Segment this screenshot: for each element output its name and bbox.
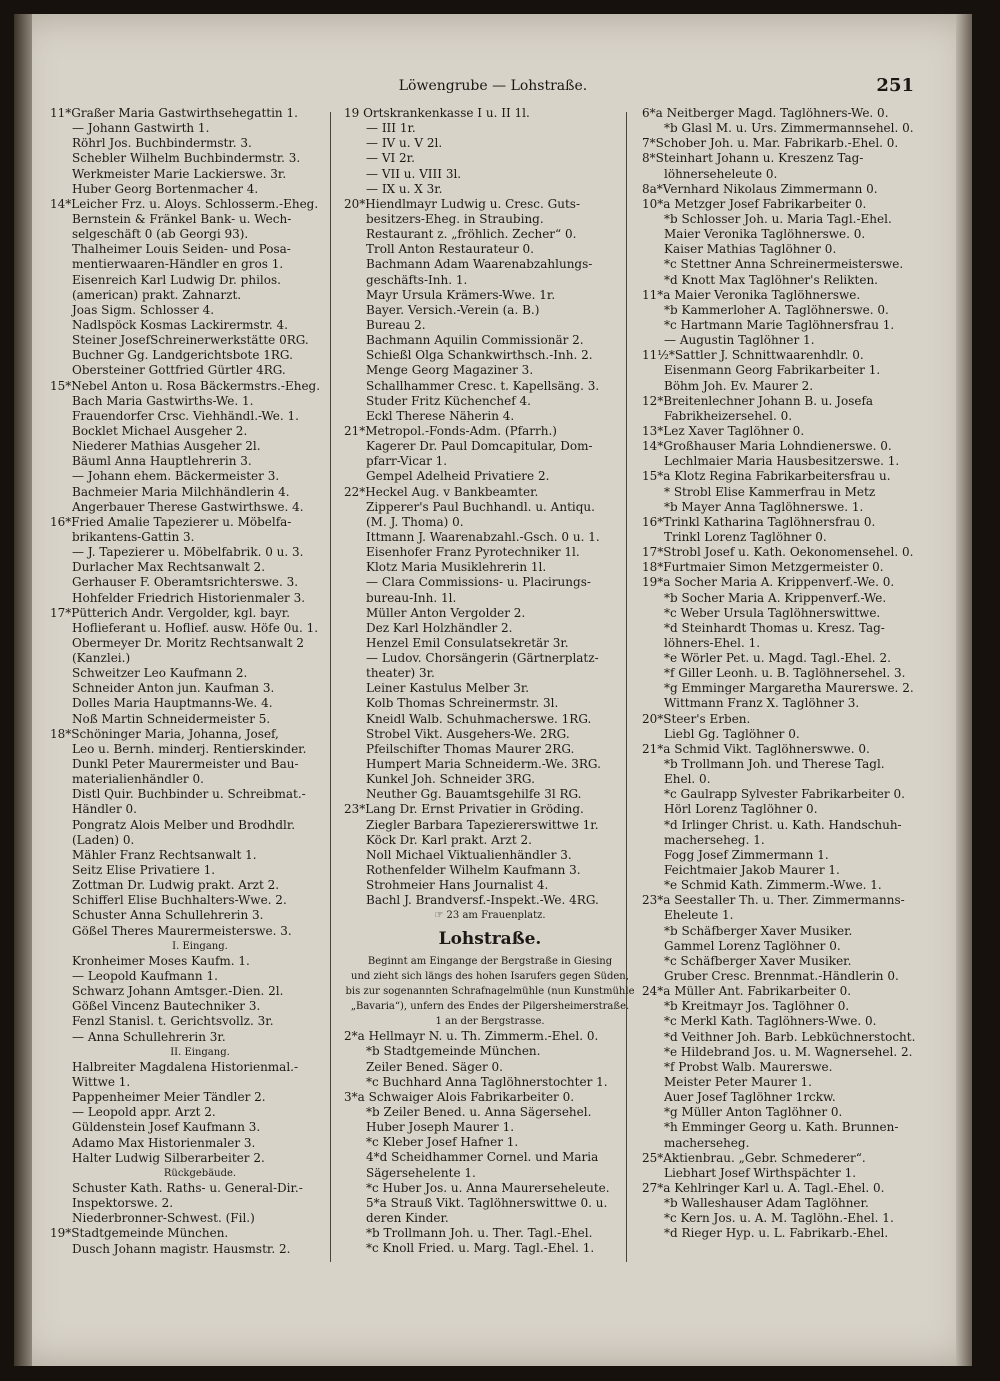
directory-entry: Fenzl Stanisl. t. Gerichtsvollz. 3r. bbox=[72, 1014, 274, 1029]
directory-entry: Distl Quir. Buchbinder u. Schreibmat.- bbox=[72, 787, 306, 802]
directory-entry: Dunkl Peter Maurermeister und Bau- bbox=[72, 757, 299, 772]
directory-entry: Ziegler Barbara Tapeziererswittwe 1r. bbox=[366, 817, 599, 832]
directory-entry: — Anna Schullehrerin 3r. bbox=[72, 1029, 226, 1044]
directory-entry: *d Irlinger Christ. u. Kath. Handschuh- bbox=[664, 817, 902, 832]
directory-entry: 19*a Socher Maria A. Krippenverf.-We. 0. bbox=[642, 575, 895, 590]
directory-entry: *b Trollmann Joh. u. Ther. Tagl.-Ehel. bbox=[366, 1226, 593, 1241]
directory-entry: (american) prakt. Zahnarzt. bbox=[72, 287, 242, 302]
directory-entry: Feichtmaier Jakob Maurer 1. bbox=[664, 863, 840, 878]
directory-entry: Schießl Olga Schankwirthsch.-Inh. 2. bbox=[366, 348, 593, 363]
directory-entry: Kagerer Dr. Paul Domcapitular, Dom- bbox=[366, 439, 593, 454]
directory-entry: Sägersehelente 1. bbox=[366, 1165, 476, 1180]
directory-entry: *d Knott Max Taglöhner's Relikten. bbox=[664, 272, 878, 287]
directory-entry: Steiner JosefSchreinerwerkstätte 0RG. bbox=[72, 333, 309, 348]
directory-entry: 27*a Kehlringer Karl u. A. Tagl.-Ehel. 0. bbox=[642, 1180, 885, 1195]
directory-entry: *c Hartmann Marie Taglöhnersfrau 1. bbox=[664, 317, 895, 332]
directory-column-1 bbox=[50, 106, 350, 1257]
directory-entry: Eisenmann Georg Fabrikarbeiter 1. bbox=[664, 363, 881, 378]
directory-entry: deren Kinder. bbox=[366, 1210, 449, 1225]
directory-entry: 24*a Müller Ant. Fabrikarbeiter 0. bbox=[642, 984, 852, 999]
directory-entry: Bayer. Versich.-Verein (a. B.) bbox=[366, 302, 540, 317]
directory-entry: *c Weber Ursula Taglöhnerswittwe. bbox=[664, 605, 881, 620]
directory-entry: löhnerseheleute 0. bbox=[664, 166, 778, 181]
directory-entry: — IX u. X 3r. bbox=[366, 181, 443, 196]
directory-entry: Halbreiter Magdalena Historienmal.- bbox=[72, 1059, 299, 1074]
directory-entry: 12*Breitenlechner Johann B. u. Josefa bbox=[642, 393, 874, 408]
directory-entry: machersehеg. 1. bbox=[664, 832, 765, 847]
directory-entry: Bernstein & Fränkel Bank- u. Wech- bbox=[72, 211, 292, 226]
section-heading: 1 an der Bergstrasse. bbox=[435, 1016, 545, 1028]
directory-entry: 8*Steinhart Johann u. Kreszenz Tag- bbox=[642, 151, 864, 166]
directory-entry: *c Knoll Fried. u. Marg. Tagl.-Ehel. 1. bbox=[366, 1241, 595, 1256]
directory-entry: Henzel Emil Consulatsekretär 3r. bbox=[366, 635, 569, 650]
directory-entry: *b Glasl M. u. Urs. Zimmermannsehel. 0. bbox=[664, 121, 914, 136]
directory-entry: Hoflieferant u. Hoflief. ausw. Höfe 0u. 1. bbox=[72, 620, 319, 635]
directory-entry: Pongratz Alois Melber und Brodhdlr. bbox=[72, 817, 296, 832]
directory-entry: Kolb Thomas Schreinermstr. 3l. bbox=[366, 696, 559, 711]
directory-entry: Dusch Johann magistr. Hausmstr. 2. bbox=[72, 1241, 291, 1256]
directory-entry: — VI 2r. bbox=[366, 151, 415, 166]
directory-entry: Thalheimer Louis Seiden- und Posa- bbox=[72, 242, 291, 257]
directory-entry: Güldenstein Josef Kaufmann 3. bbox=[72, 1120, 261, 1135]
directory-entry: Bachl J. Brandversf.-Inspekt.-We. 4RG. bbox=[366, 893, 599, 908]
directory-entry: — IV u. V 2l. bbox=[366, 136, 443, 151]
directory-entry: Angerbauer Therese Gastwirthswe. 4. bbox=[72, 499, 304, 514]
directory-entry: löhners-Ehel. 1. bbox=[664, 635, 761, 650]
directory-entry: Müller Anton Vergolder 2. bbox=[366, 605, 526, 620]
directory-entry: Strobel Vikt. Ausgehers-We. 2RG. bbox=[366, 726, 570, 741]
directory-entry: Maier Veronika Taglöhnerswe. 0. bbox=[664, 227, 866, 242]
directory-entry: *d Rieger Hyp. u. L. Fabrikarb.-Ehel. bbox=[664, 1226, 889, 1241]
directory-entry: Gerhauser F. Oberamtsrichterswe. 3. bbox=[72, 575, 299, 590]
directory-entry: 16*Trinkl Katharina Taglöhnersfrau 0. bbox=[642, 514, 876, 529]
directory-entry: 15*Nebel Anton u. Rosa Bäckermstrs.-Eheg. bbox=[50, 378, 321, 393]
directory-entry: *c Kern Jos. u. A. M. Taglöhn.-Ehel. 1. bbox=[664, 1211, 894, 1226]
directory-entry: Wittmann Franz X. Taglöhner 3. bbox=[664, 696, 860, 711]
directory-entry: Bäuml Anna Hauptlehrerin 3. bbox=[72, 454, 252, 469]
page-number: 251 bbox=[876, 75, 914, 96]
directory-entry: *e Wörler Pet. u. Magd. Tagl.-Ehel. 2. bbox=[664, 651, 891, 666]
directory-entry: 5*a Strauß Vikt. Taglöhnerswittwe 0. u. bbox=[366, 1195, 608, 1210]
directory-entry: Lechlmaier Maria Hausbesitzerswe. 1. bbox=[664, 454, 900, 469]
directory-entry: Strohmeier Hans Journalist 4. bbox=[366, 878, 549, 893]
section-heading: bis zur sogenannten Schrafnagelmühle (nun Kunstmühle bbox=[345, 985, 635, 997]
directory-entry: Zottman Dr. Ludwig prakt. Arzt 2. bbox=[72, 878, 280, 893]
directory-entry: Leo u. Bernh. minderj. Rentierskinder. bbox=[72, 741, 307, 756]
directory-entry: Bachmeier Maria Milchhändlerin 4. bbox=[72, 484, 290, 499]
directory-entry: Huber Georg Bortenmacher 4. bbox=[72, 181, 259, 196]
directory-entry: 3*a Schwaiger Alois Fabrikarbeiter 0. bbox=[344, 1089, 575, 1104]
directory-entry: Zeiler Bened. Säger 0. bbox=[366, 1059, 503, 1074]
directory-entry: *g Emminger Margaretha Maurerswe. 2. bbox=[664, 681, 914, 696]
directory-entry: 21*Metropol.-Fonds-Adm. (Pfarrh.) bbox=[344, 423, 557, 438]
directory-entry: *b Schlosser Joh. u. Maria Tagl.-Ehel. bbox=[664, 211, 892, 226]
directory-entry: Eckl Therese Näherin 4. bbox=[366, 408, 515, 423]
directory-entry: Menge Georg Magaziner 3. bbox=[366, 363, 534, 378]
directory-entry: Nadlspöck Kosmas Lackirermstr. 4. bbox=[72, 317, 288, 332]
directory-entry: 19*Stadtgemeinde München. bbox=[50, 1226, 229, 1241]
directory-entry: Köck Dr. Karl prakt. Arzt 2. bbox=[366, 832, 532, 847]
directory-entry: Mayr Ursula Krämers-Wwe. 1r. bbox=[366, 287, 556, 302]
directory-entry: Buchner Gg. Landgerichtsbote 1RG. bbox=[72, 348, 293, 363]
directory-entry: Kunkel Joh. Schneider 3RG. bbox=[366, 772, 535, 787]
directory-entry: — Johann ehem. Bäckermeister 3. bbox=[72, 469, 280, 484]
directory-entry: Noß Martin Schneidermeister 5. bbox=[72, 711, 271, 726]
directory-entry: Huber Joseph Maurer 1. bbox=[366, 1120, 515, 1135]
directory-entry: Bureau 2. bbox=[366, 317, 426, 332]
directory-entry: Werkmeister Marie Lackierswe. 3r. bbox=[72, 166, 287, 181]
directory-entry: (Kanzlei.) bbox=[72, 651, 131, 666]
directory-entry: 11*Graßer Maria Gastwirthsehegattin 1. bbox=[50, 106, 298, 120]
directory-entry: *b Kreitmayr Jos. Taglöhner 0. bbox=[664, 999, 850, 1014]
directory-entry: 18*Schöninger Maria, Johanna, Josef, bbox=[50, 726, 279, 741]
directory-entry: Kneidl Walb. Schuhmacherswe. 1RG. bbox=[366, 711, 592, 726]
directory-entry: Kaiser Mathias Taglöhner 0. bbox=[664, 242, 837, 257]
directory-entry: machersehеg. bbox=[664, 1135, 750, 1150]
directory-entry: (M. J. Thoma) 0. bbox=[366, 514, 464, 529]
directory-entry: 10*a Metzger Josef Fabrikarbeiter 0. bbox=[642, 196, 867, 211]
directory-entry: Niederer Mathias Ausgeher 2l. bbox=[72, 439, 261, 454]
directory-entry: (Laden) 0. bbox=[72, 832, 135, 847]
directory-entry: 21*a Schmid Vikt. Taglöhnerswwe. 0. bbox=[642, 741, 870, 756]
directory-entry: Hohfelder Friedrich Historienmaler 3. bbox=[72, 590, 306, 605]
directory-entry: Troll Anton Restaurateur 0. bbox=[366, 242, 534, 257]
directory-entry: — Augustin Taglöhner 1. bbox=[664, 333, 815, 348]
directory-entry: *c Merkl Kath. Taglöhners-Wwe. 0. bbox=[664, 1014, 877, 1029]
directory-entry: Meister Peter Maurer 1. bbox=[664, 1075, 812, 1089]
section-heading: Lohstraße. bbox=[438, 928, 542, 949]
directory-entry: Gößel Theres Maurermeisterswe. 3. bbox=[72, 923, 292, 938]
directory-column-3 bbox=[642, 106, 942, 1242]
directory-entry: Noll Michael Viktualienhändler 3. bbox=[366, 847, 572, 862]
directory-entry: Böhm Joh. Ev. Maurer 2. bbox=[664, 378, 814, 393]
directory-entry: theater) 3r. bbox=[366, 666, 435, 681]
directory-entry: Klotz Maria Musiklehrerin 1l. bbox=[366, 560, 547, 575]
directory-column-2 bbox=[344, 106, 636, 1256]
directory-entry: 2*a Hellmayr N. u. Th. Zimmerm.-Ehel. 0. bbox=[344, 1029, 599, 1044]
directory-entry: *c Stettner Anna Schreinermeisterswe. bbox=[664, 257, 904, 272]
directory-entry: 6*a Neitberger Magd. Taglöhners-We. 0. bbox=[642, 106, 889, 120]
directory-entry: *b Socher Maria A. Krippenverf.-We. bbox=[664, 590, 887, 605]
section-heading: Beginnt am Eingange der Bergstraße in Giesing bbox=[367, 955, 613, 967]
book-page bbox=[14, 14, 972, 1366]
directory-entry: 11½*Sattler J. Schnittwaarenhdlr. 0. bbox=[642, 348, 864, 363]
directory-entry: — Clara Commissions- u. Placirungs- bbox=[366, 575, 591, 590]
directory-entry: *b Mayer Anna Taglöhnerswe. 1. bbox=[664, 499, 864, 514]
section-heading: I. Eingang. bbox=[172, 940, 228, 952]
directory-entry: 17*Pütterich Andr. Vergolder, kgl. bayr. bbox=[50, 605, 291, 620]
directory-entry: — J. Tapezierer u. Möbelfabrik. 0 u. 3. bbox=[72, 545, 304, 560]
directory-entry: Joas Sigm. Schlosser 4. bbox=[72, 302, 215, 317]
directory-entry: Wittwe 1. bbox=[72, 1075, 131, 1089]
directory-entry: Dolles Maria Hauptmanns-We. 4. bbox=[72, 696, 273, 711]
directory-entry: Schwarz Johann Amtsger.-Dien. 2l. bbox=[72, 984, 284, 999]
directory-entry: Humpert Maria Schneiderm.-We. 3RG. bbox=[366, 757, 601, 772]
directory-entry: — Johann Gastwirth 1. bbox=[72, 121, 210, 136]
directory-entry: *b Zeiler Bened. u. Anna Sägersehel. bbox=[366, 1105, 592, 1119]
directory-entry: 15*a Klotz Regina Fabrikarbeitersfrau u. bbox=[642, 469, 891, 484]
directory-entry: Neuther Gg. Bauamtsgehilfe 3l RG. bbox=[366, 787, 582, 802]
directory-entry: Fogg Josef Zimmermann 1. bbox=[664, 847, 829, 862]
directory-entry: *g Müller Anton Taglöhner 0. bbox=[664, 1105, 843, 1120]
directory-entry: 8a*Vernhard Nikolaus Zimmermann 0. bbox=[642, 181, 878, 196]
directory-entry: *c Gaulrapp Sylvester Fabrikarbeiter 0. bbox=[664, 787, 905, 802]
directory-entry: Gößel Vincenz Bautechniker 3. bbox=[72, 999, 261, 1014]
page-edge-shadow bbox=[956, 14, 972, 1366]
directory-entry: Ehel. 0. bbox=[664, 772, 711, 787]
directory-entry: Kronheimer Moses Kaufm. 1. bbox=[72, 953, 250, 968]
directory-entry: Trinkl Lorenz Taglöhner 0. bbox=[664, 529, 827, 544]
directory-entry: Frauendorfer Crsc. Viehhändl.-We. 1. bbox=[72, 408, 299, 423]
directory-entry: *f Giller Leonh. u. B. Taglöhnersehel. 3. bbox=[664, 666, 906, 681]
directory-entry: Eisenreich Karl Ludwig Dr. philos. bbox=[72, 272, 281, 287]
directory-entry: *h Emminger Georg u. Kath. Brunnen- bbox=[664, 1120, 899, 1135]
directory-entry: Bocklet Michael Ausgeher 2. bbox=[72, 423, 248, 438]
directory-entry: *c Buchhard Anna Taglöhnerstochter 1. bbox=[366, 1074, 608, 1089]
directory-entry: Obermeyer Dr. Moritz Rechtsanwalt 2 bbox=[72, 635, 304, 650]
directory-entry: *d Veithner Joh. Barb. Lebküchnerstocht. bbox=[664, 1029, 916, 1044]
directory-entry: 20*Hiendlmayr Ludwig u. Cresc. Guts- bbox=[344, 196, 581, 211]
directory-entry: Auer Josef Taglöhner 1rckw. bbox=[664, 1090, 836, 1105]
directory-entry: Röhrl Jos. Buchbindermstr. 3. bbox=[72, 136, 252, 151]
directory-entry: *b Trollmann Joh. und Therese Tagl. bbox=[664, 757, 885, 772]
directory-entry: 7*Schober Joh. u. Mar. Fabrikarb.-Ehel. 0. bbox=[642, 136, 899, 151]
directory-entry: Eheleute 1. bbox=[664, 908, 734, 923]
directory-entry: *f Probst Walb. Maurerswe. bbox=[664, 1059, 833, 1074]
directory-entry: Halter Ludwig Silberarbeiter 2. bbox=[72, 1150, 265, 1165]
directory-entry: 13*Lez Xaver Taglöhner 0. bbox=[642, 423, 805, 438]
directory-entry: 14*Leicher Frz. u. Aloys. Schlosserm.-Eheg. bbox=[50, 196, 319, 211]
directory-entry: Schneider Anton jun. Kaufman 3. bbox=[72, 681, 275, 696]
directory-entry: Schebler Wilhelm Buchbindermstr. 3. bbox=[72, 151, 301, 166]
directory-entry: *d Steinhardt Thomas u. Kresz. Tag- bbox=[664, 620, 885, 635]
directory-entry: Zipperer's Paul Buchhandl. u. Antiqu. bbox=[366, 499, 595, 514]
directory-entry: Händler 0. bbox=[72, 802, 137, 817]
directory-entry: 19 Ortskrankenkasse I u. II 1l. bbox=[344, 106, 530, 120]
book-spine-shadow bbox=[14, 14, 32, 1366]
directory-entry: 17*Strobl Josef u. Kath. Oekonomensehel. 0. bbox=[642, 545, 914, 560]
directory-entry: pfarr-Vicar 1. bbox=[366, 454, 448, 469]
directory-entry: 23*Lang Dr. Ernst Privatier in Gröding. bbox=[344, 802, 584, 817]
directory-entry: Leiner Kastulus Melber 3r. bbox=[366, 681, 530, 696]
directory-entry: Bachmann Aquilin Commissionär 2. bbox=[366, 333, 584, 348]
directory-entry: Pfeilschifter Thomas Maurer 2RG. bbox=[366, 741, 575, 756]
directory-entry: *c Kleber Josef Hafner 1. bbox=[366, 1135, 519, 1150]
directory-entry: Ittmann J. Waarenabzahl.-Gsch. 0 u. 1. bbox=[366, 529, 600, 544]
directory-entry: — III 1r. bbox=[366, 121, 416, 136]
directory-entry: Gruber Cresc. Brennmat.-Händlerin 0. bbox=[664, 969, 899, 984]
directory-entry: *b Walleshauser Adam Taglöhner. bbox=[664, 1196, 869, 1211]
directory-entry: Pappenheimer Meier Tändler 2. bbox=[72, 1090, 266, 1105]
directory-entry: materialienhändler 0. bbox=[72, 772, 204, 787]
directory-entry: mentierwaaren-Händler en gros 1. bbox=[72, 257, 284, 272]
directory-entry: 16*Fried Amalie Tapezierer u. Möbelfa- bbox=[50, 514, 292, 529]
directory-entry: Niederbronner-Schwest. (Fil.) bbox=[72, 1211, 255, 1226]
directory-entry: Restaurant z. „fröhlich. Zecher“ 0. bbox=[366, 227, 577, 242]
directory-entry: Schallhammer Cresc. t. Kapellsäng. 3. bbox=[366, 378, 600, 393]
directory-entry: Durlacher Max Rechtsanwalt 2. bbox=[72, 560, 266, 575]
directory-entry: Fabrikheizersehel. 0. bbox=[664, 408, 793, 423]
directory-entry: Liebl Gg. Taglöhner 0. bbox=[664, 726, 800, 741]
directory-entry: Gammel Lorenz Taglöhner 0. bbox=[664, 938, 841, 953]
directory-entry: 4*d Scheidhammer Cornel. und Maria bbox=[366, 1150, 599, 1165]
directory-entry: Rothenfelder Wilhelm Kaufmann 3. bbox=[366, 863, 581, 878]
directory-entry: 25*Aktienbrau. „Gebr. Schmederer“. bbox=[642, 1150, 866, 1165]
directory-entry: Adamo Max Historienmaler 3. bbox=[72, 1135, 256, 1150]
directory-entry: Gempel Adelheid Privatiere 2. bbox=[366, 469, 550, 484]
directory-entry: — Leopold Kaufmann 1. bbox=[72, 969, 218, 984]
directory-entry: selgeschäft 0 (ab Georgi 93). bbox=[72, 227, 249, 242]
directory-entry: *c Huber Jos. u. Anna Maurerseheleute. bbox=[366, 1180, 610, 1195]
directory-entry: Mähler Franz Rechtsanwalt 1. bbox=[72, 847, 257, 862]
directory-entry: *b Schäfberger Xaver Musiker. bbox=[664, 923, 853, 938]
directory-entry: 18*Furtmaier Simon Metzgermeister 0. bbox=[642, 560, 884, 575]
directory-entry: 22*Heckel Aug. v Bankbeamter. bbox=[344, 484, 539, 499]
directory-entry: — Ludov. Chorsängerin (Gärtnerplatz- bbox=[366, 651, 599, 666]
directory-entry: 20*Steer's Erben. bbox=[642, 711, 751, 726]
directory-entry: Bachmann Adam Waarenabzahlungs- bbox=[366, 257, 593, 272]
directory-entry: Studer Fritz Küchenchef 4. bbox=[366, 393, 531, 408]
directory-entry: *e Schmid Kath. Zimmerm.-Wwe. 1. bbox=[664, 878, 882, 893]
directory-entry: Schuster Anna Schullehrerin 3. bbox=[72, 908, 264, 923]
directory-entry: Bach Maria Gastwirths-We. 1. bbox=[72, 393, 254, 408]
directory-entry: besitzers-Eheg. in Straubing. bbox=[366, 211, 544, 226]
directory-entry: *e Hildebrand Jos. u. M. Wagnersehel. 2. bbox=[664, 1044, 913, 1059]
directory-entry: Schuster Kath. Raths- u. General-Dir.- bbox=[72, 1180, 303, 1195]
section-heading: „Bavaria“), unfern des Endes der Pilgersheimerstraße. bbox=[350, 1001, 630, 1013]
directory-entry: 23*a Seestaller Th. u. Ther. Zimmermanns- bbox=[642, 893, 905, 908]
directory-entry: Liebhart Josef Wirthspächter 1. bbox=[664, 1165, 857, 1180]
section-heading: ☞ 23 am Frauenplatz. bbox=[434, 910, 546, 922]
directory-entry: Dez Karl Holzhändler 2. bbox=[366, 620, 513, 635]
directory-entry: *b Kammerloher A. Taglöhnerswe. 0. bbox=[664, 302, 889, 317]
directory-entry: bureau-Inh. 1l. bbox=[366, 590, 457, 605]
directory-entry: brikantens-Gattin 3. bbox=[72, 529, 195, 544]
directory-entry: 11*a Maier Veronika Taglöhnerswe. bbox=[642, 287, 861, 302]
directory-entry: Schifferl Elise Buchhalters-Wwe. 2. bbox=[72, 893, 287, 908]
directory-entry: Obersteiner Gottfried Gürtler 4RG. bbox=[72, 363, 286, 378]
directory-entry: Eisenhofer Franz Pyrotechniker 1l. bbox=[366, 545, 580, 560]
directory-entry: * Strobl Elise Kammerfrau in Metz bbox=[664, 484, 876, 499]
running-header: Löwengrube — Lohstraße. bbox=[398, 78, 588, 94]
section-heading: Rückgebäude. bbox=[163, 1167, 237, 1179]
directory-entry: Inspektorswe. 2. bbox=[72, 1196, 174, 1211]
directory-entry: Schweitzer Leo Kaufmann 2. bbox=[72, 666, 248, 681]
directory-entry: *b Stadtgemeinde München. bbox=[366, 1044, 541, 1059]
directory-entry: *c Schäfberger Xaver Musiker. bbox=[664, 953, 852, 968]
directory-entry: Hörl Lorenz Taglöhner 0. bbox=[664, 802, 818, 817]
section-heading: II. Eingang. bbox=[170, 1046, 230, 1058]
section-heading: und zieht sich längs des hohen Isarufers gegen Süden, bbox=[351, 970, 629, 982]
directory-entry: — VII u. VIII 3l. bbox=[366, 166, 462, 181]
directory-entry: 14*Großhauser Maria Lohndienerswe. 0. bbox=[642, 439, 892, 454]
directory-entry: — Leopold appr. Arzt 2. bbox=[72, 1105, 216, 1120]
directory-entry: geschäfts-Inh. 1. bbox=[366, 272, 468, 287]
directory-entry: Seitz Elise Privatiere 1. bbox=[72, 863, 216, 878]
